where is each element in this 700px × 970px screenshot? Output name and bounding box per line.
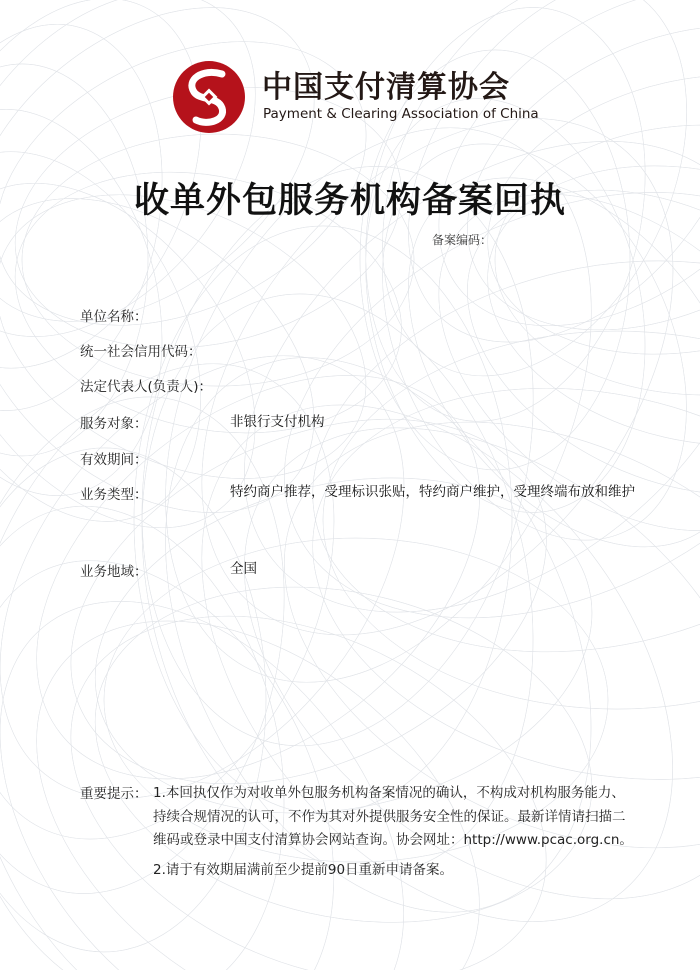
document-title: 收单外包服务机构备案回执 [133, 181, 566, 221]
notice-item-1: 1.本回执仅作为对收单外包服务机构备案情况的确认，不构成对机构服务能力、持续合规情况的认可，不作为其对外提供服务安全性的保证。最新详情请扫描二维码或登录中国支付清算协会网站查询。协会网址：http://www.pcac.org.cn。 [153, 785, 633, 848]
field-label-validity-period: 有效期间： [80, 452, 148, 468]
notice-text [153, 782, 633, 882]
field-value-business-type: 特约商户推荐，受理标识张贴，特约商户维护，受理终端布放和维护 [230, 484, 635, 500]
field-label-company-name: 单位名称： [80, 309, 148, 325]
field-value-business-region: 全国 [230, 561, 257, 577]
field-value-service-target: 非银行支付机构 [230, 414, 325, 430]
field-label-business-region: 业务地域： [80, 564, 148, 580]
field-label-service-target: 服务对象： [80, 416, 148, 432]
association-logo-icon [172, 60, 246, 134]
org-name-cn: 中国支付清算协会 [262, 70, 510, 105]
field-label-business-type: 业务类型： [80, 487, 148, 503]
filing-number-label: 备案编码： [432, 233, 493, 247]
field-label-legal-rep: 法定代表人(负责人)： [80, 379, 213, 395]
org-name-en: Payment & Clearing Association of China [263, 106, 539, 122]
notice-label: 重要提示： [80, 786, 148, 802]
field-label-credit-code: 统一社会信用代码： [80, 344, 202, 360]
notice-item-2: 2.请于有效期届满前至少提前90日重新申请备案。 [153, 861, 454, 878]
